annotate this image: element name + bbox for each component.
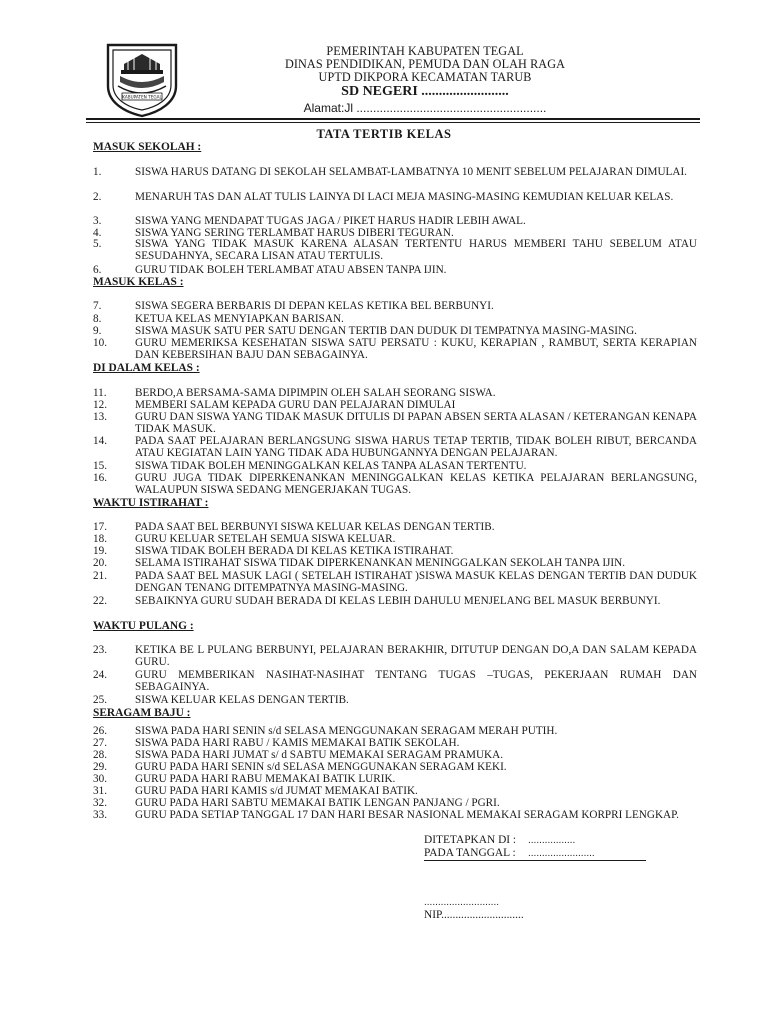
document-page: KABUPATEN TEGAL PEMERINTAH KABUPATEN TEGAL DINAS PENDIDIKAN, PEMUDA DAN OLAH RAGA UPTD DIKPORA KECAMATAN TARUB SD NEGERI ......................... Alamat:Jl ......................................................... TATA TERTIB KELAS MASUK SEKOLAH : 1. SISWA HARUS DATANG DI SEKOLAH SELAMBAT-LAMBATNYA 10 MENIT SEBELUM PELAJARAN DIMULAI. 2. MENARUH TAS DAN ALAT TULIS LAINYA DI LACI MEJA MASING-MASING KEMUDIAN KELUAR KELAS. 3. SISWA YANG MENDAPAT TUGAS JAGA / PIKET HARUS HADIR LEBIH AWAL. 4. SISWA YANG SERING TERLAMBAT HARUS DIBERI TEGURAN. 5. SISWA YANG TIDAK MASUK KARENA ALASAN TERTENTU HARUS MEMBERI TAHU SEBELUM ATAU SESUDAHNYA, SECARA LISAN ATAU TERTULIS. 6. GURU TIDAK BOLEH TERLAMBAT ATAU ABSEN TANPA IJIN. MASUK KELAS : 7. SISWA SEGERA BERBARIS DI DEPAN KELAS KETIKA BEL BERBUNYI. 8. KETUA KELAS MENYIAPKAN BARISAN. 9. SISWA MASUK SATU PER SATU DENGAN TERTIB DAN DUDUK DI TEMPATNYA MASING-MASING. 10. GURU MEMERIKSA KESEHATAN SISWA SATU PERSATU : KUKU, KERAPIAN , RAMBUT, SERTA KERAPIAN DAN KEBERSIHAN BAJU DAN SEBAGAINYA. DI DALAM KELAS : 11. BERDO,A BERSAMA-SAMA DIPIMPIN OLEH SALAH SEORANG SISWA. 12. MEMBERI SALAM KEPADA GURU DAN PELAJARAN DIMULAI 13. GURU DAN SISWA YANG TIDAK MASUK DITULIS DI PAPAN ABSEN SERTA ALASAN / KETERANGAN KENAPA TIDAK MASUK. 14. PADA SAAT PELAJARAN BERLANGSUNG SISWA HARUS TETAP TERTIB, TIDAK BOLEH RIBUT, BERCANDA ATAU KEGIATAN LAIN YANG TIDAK ADA HUBUNGANNYA DENGAN PELAJARAN. 15. SISWA TIDAK BOLEH MENINGGALKAN KELAS TANPA ALASAN TERTENTU. 16. GURU JUGA TIDAK DIPERKENANKAN MENINGGALKAN KELAS KETIKA PELAJARAN BERLANGSUNG, WALAUPUN SISWA SEDANG MENGERJAKAN TUGAS. WAKTU ISTIRAHAT : 17. PADA SAAT BEL BERBUNYI SISWA KELUAR KELAS DENGAN TERTIB. 18. GURU KELUAR SETELAH SEMUA SISWA KELUAR. 19. SISWA TIDAK BOLEH BERADA DI KELAS KETIKA ISTIRAHAT. 20. SELAMA ISTIRAHAT SISWA TIDAK DIPERKENANKAN MENINGGALKAN SEKOLAH TANPA IJIN. 21. PADA SAAT BEL MASUK LAGI ( SETELAH ISTIRAHAT )SISWA MASUK KELAS DENGAN TERTIB DAN DUDUK DENGAN TENANG DITEMPATNYA MASING-MASING. 22. SEBAIKNYA GURU SUDAH BERADA DI KELAS LEBIH DAHULU MENJELANG BEL MASUK BERBUNYI. WAKTU PULANG : 23. KETIKA BE L PULANG BERBUNYI, PELAJARAN BERAKHIR, DITUTUP DENGAN DO,A DAN SALAM KEPADA GURU. 24. GURU MEMBERIKAN NASIHAT-NASIHAT TENTANG TUGAS –TUGAS, PEKERJAAN RUMAH DAN SEBAGAINYA. 25. SISWA KELUAR KELAS DENGAN TERTIB. SERAGAM BAJU : 26. SISWA PADA HARI SENIN s/d SELASA MENGGUNAKAN SERAGAM MERAH PUTIH. 27. SISWA PADA HARI RABU / KAMIS MEMAKAI BATIK SEKOLAH. 28. SISWA PADA HARI JUMAT s/ d SABTU MEMAKAI SERAGAM PRAMUKA. 29. GURU PADA HARI SENIN s/d SELASA MENGGUNAKAN SERAGAM KEKI. 30. GURU PADA HARI RABU MEMAKAI BATIK LURIK. 31. GURU PADA HARI KAMIS s/d JUMAT MEMAKAI BATIK. 32. GURU PADA HARI SABTU MEMAKAI BATIK LENGAN PANJANG / PGRI. 33. GURU PADA SETIAP TANGGAL 17 DAN HARI BESAR NASIONAL MEMAKAI SERAGAM KORPRI LENGKAP. DITETAPKAN DI : ................. PADA TANGGAL : ........................ ........................... NIP............................. [0,0,768,1024]
section-heading-masuk-sekolah: MASUK SEKOLAH : [93,141,202,153]
header-district: UPTD DIKPORA KECAMATAN TARUB [318,70,532,84]
section-heading-seragam-baju: SERAGAM BAJU : [93,707,191,719]
header-agency: DINAS PENDIDIKAN, PEMUDA DAN OLAH RAGA [284,57,566,71]
header-rule-thick [86,118,700,120]
signature-name-line: ........................... [424,897,500,908]
header-rule-thin [86,122,700,123]
section-heading-di-dalam-kelas: DI DALAM KELAS : [93,362,200,374]
signature-nip: NIP............................. [424,909,524,921]
section-heading-waktu-pulang: WAKTU PULANG : [93,620,194,632]
signature-rule [424,860,646,861]
signature-place: DITETAPKAN DI : ................. [424,834,576,846]
header-government: PEMERINTAH KABUPATEN TEGAL [326,44,524,58]
regency-emblem-icon [104,42,180,118]
logo-banner-text: KABUPATEN TEGAL [122,94,162,100]
page-title: TATA TERTIB KELAS [316,127,452,141]
header-address: Alamat:Jl ......................................................... [303,101,547,115]
section-heading-waktu-istirahat: WAKTU ISTIRAHAT : [93,497,209,509]
section-heading-masuk-kelas: MASUK KELAS : [93,276,184,288]
header-school-name: SD NEGERI ......................... [341,84,509,99]
signature-date: PADA TANGGAL : ........................ [424,847,595,859]
